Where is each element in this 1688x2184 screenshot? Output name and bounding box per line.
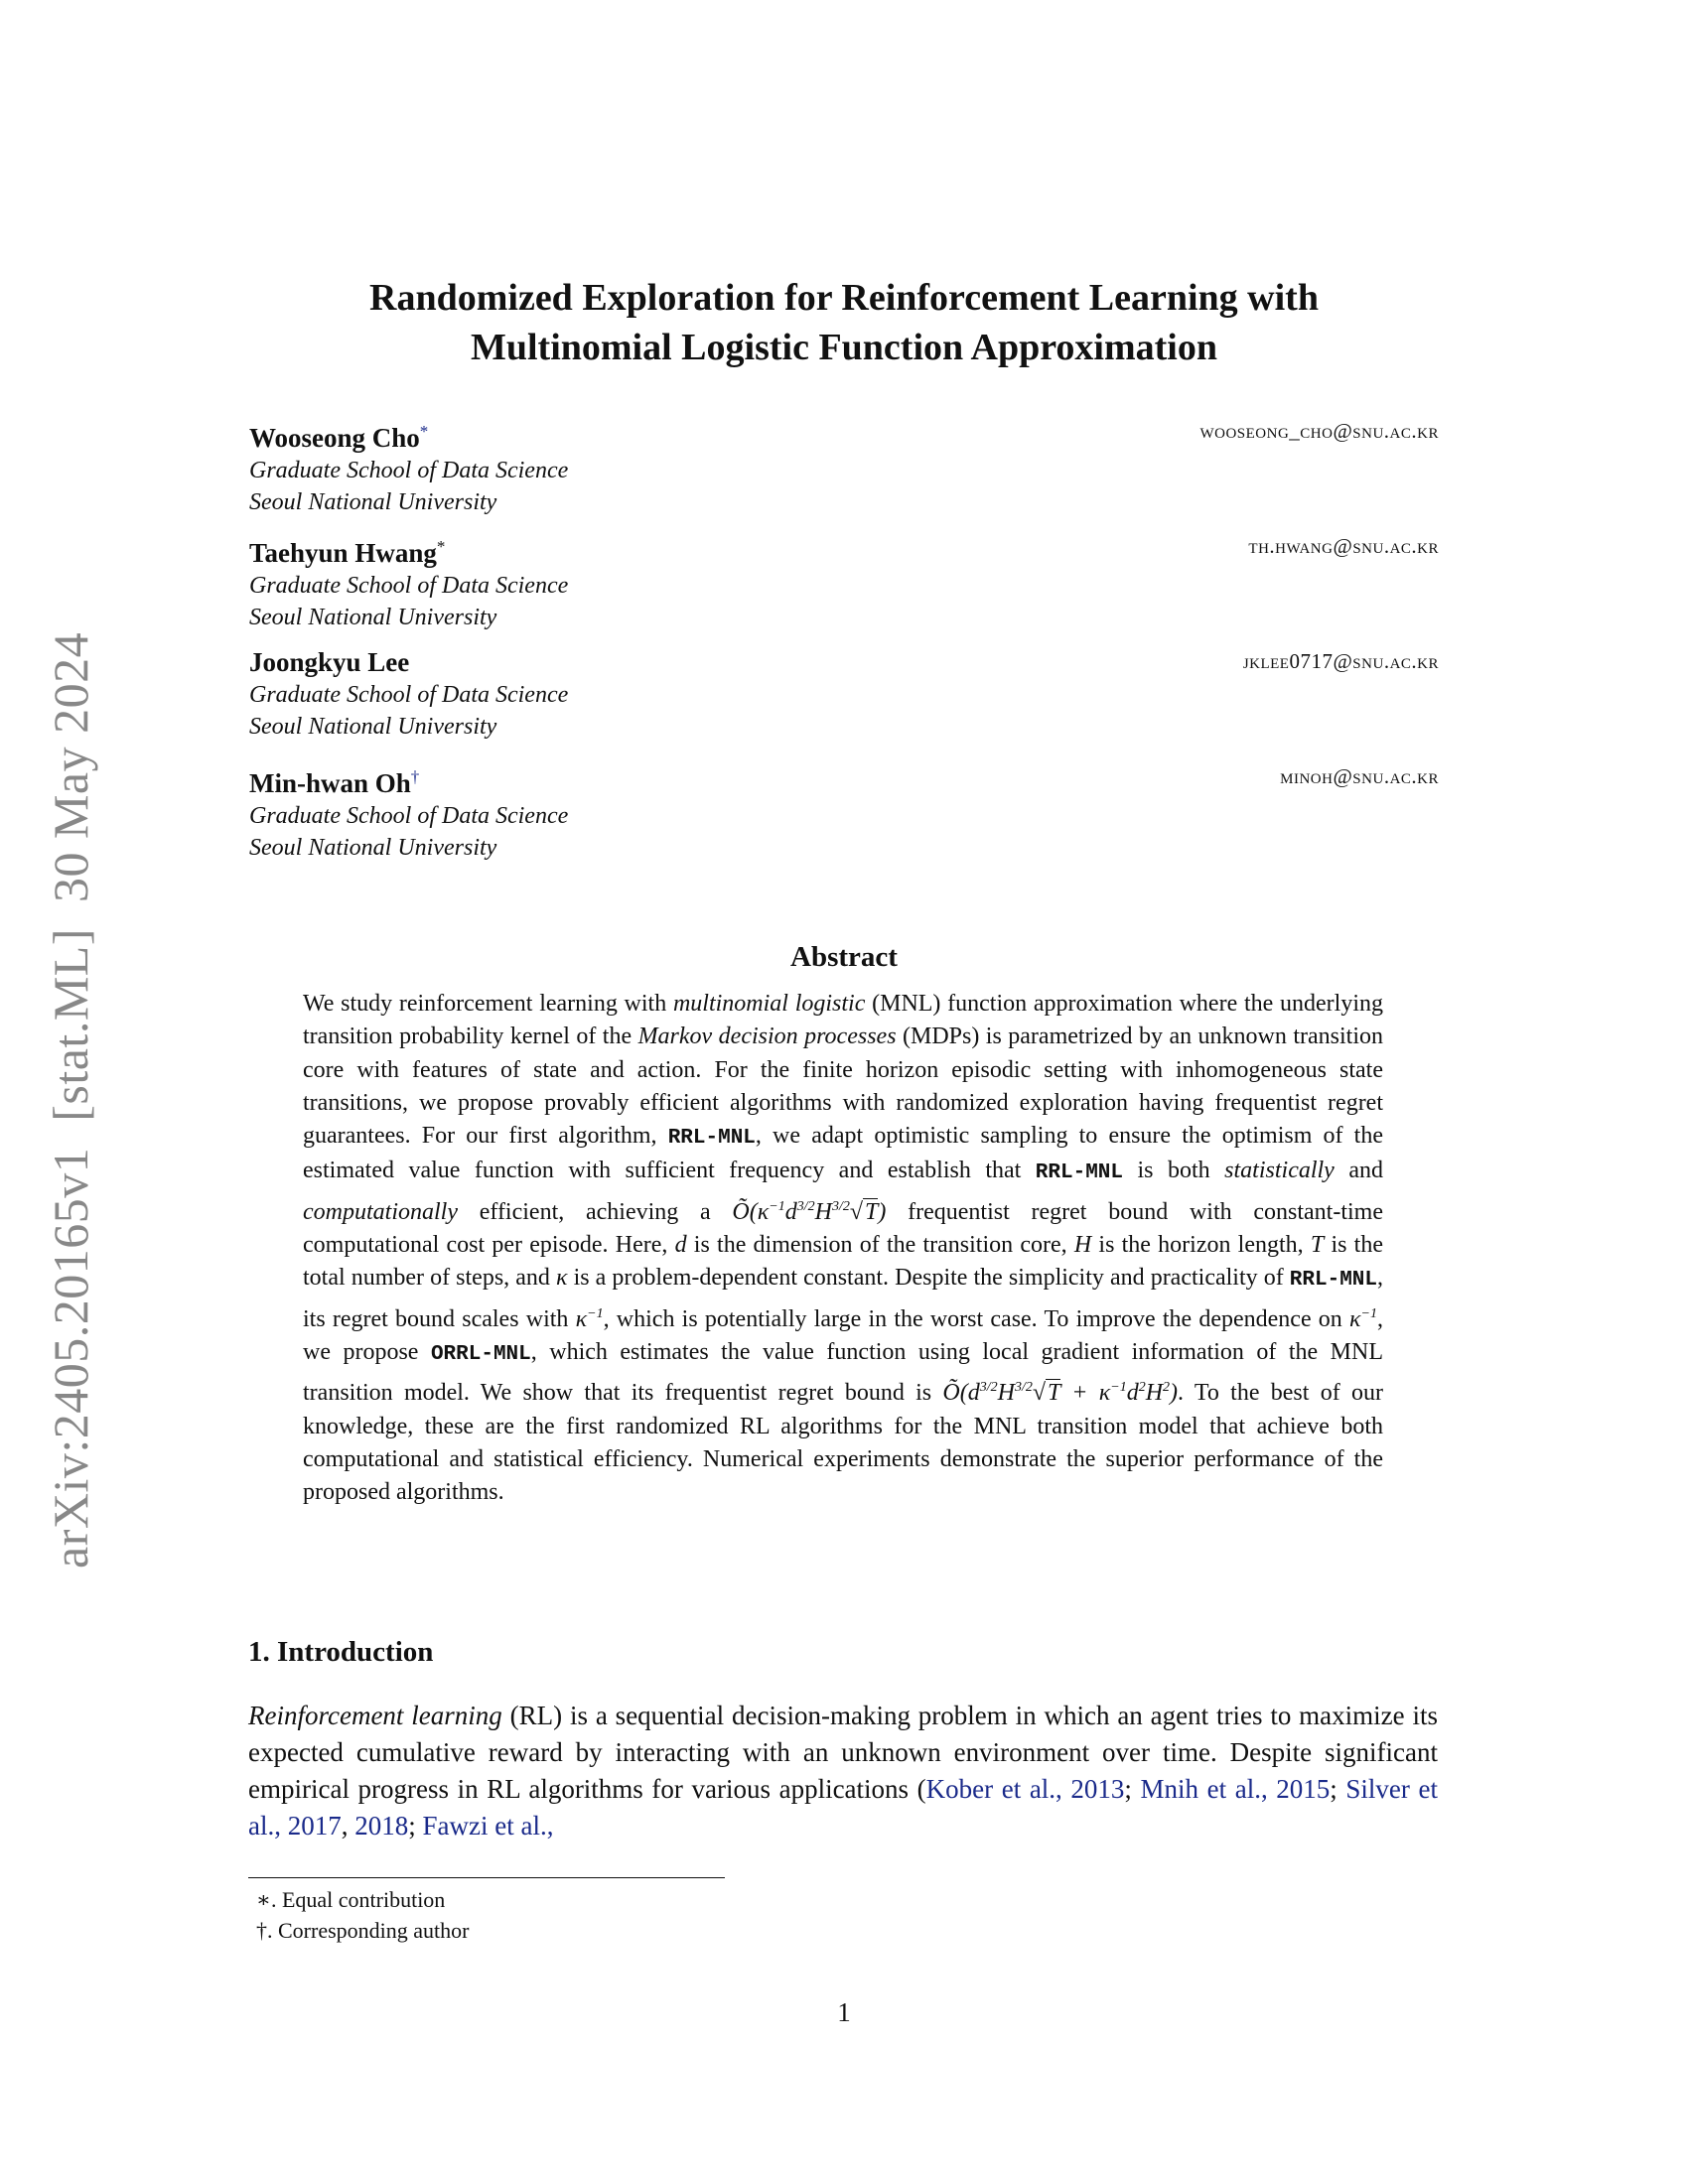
author-affiliation: Graduate School of Data Science bbox=[249, 803, 569, 829]
footnote-mark: ∗. bbox=[256, 1887, 277, 1912]
math-var: κ bbox=[555, 1265, 568, 1292]
author-name: Wooseong Cho bbox=[249, 423, 420, 453]
footnote-divider bbox=[248, 1877, 725, 1878]
footnote-mark: * bbox=[436, 537, 446, 556]
author-affiliation: Graduate School of Data Science bbox=[249, 458, 569, 483]
author-email[interactable]: jklee0717@snu.ac.kr bbox=[1242, 649, 1439, 673]
emphasis: Markov decision processes bbox=[637, 1024, 897, 1050]
algorithm-name: RRL-MNL bbox=[1035, 1161, 1124, 1185]
arxiv-date: 30 May 2024 bbox=[43, 631, 98, 903]
author-block bbox=[249, 530, 1439, 645]
emphasis: computationally bbox=[303, 1198, 458, 1225]
citation-link[interactable]: Mnih et al., 2015 bbox=[1140, 1774, 1331, 1804]
emphasis: multinomial logistic bbox=[672, 991, 866, 1017]
footnote-text: Equal contribution bbox=[281, 1887, 446, 1912]
author-institution: Seoul National University bbox=[249, 835, 497, 861]
author-affiliation: Graduate School of Data Science bbox=[249, 573, 569, 599]
math-var: $\kappa^{-1}$ bbox=[575, 1305, 604, 1332]
author-name: Taehyun Hwang bbox=[249, 538, 437, 568]
footnote-link[interactable]: * bbox=[419, 422, 429, 441]
emphasis: Reinforcement learning bbox=[248, 1701, 502, 1730]
algorithm-name: RRL-MNL bbox=[667, 1127, 756, 1151]
emphasis: statistically bbox=[1224, 1158, 1335, 1184]
author-name: Joongkyu Lee bbox=[249, 647, 410, 677]
author-institution: Seoul National University bbox=[249, 489, 497, 515]
citation-link[interactable]: Kober et al., 2013 bbox=[925, 1774, 1125, 1804]
author-name: Min-hwan Oh bbox=[249, 768, 411, 798]
author-block bbox=[249, 645, 1439, 760]
title-line-2: Multinomial Logistic Function Approximation bbox=[471, 327, 1217, 368]
author-institution: Seoul National University bbox=[249, 714, 497, 740]
page-number: 1 bbox=[837, 1997, 851, 2027]
footnote bbox=[256, 1884, 469, 1915]
arxiv-id: arXiv:2405.20165v1 bbox=[43, 1147, 98, 1569]
abstract-heading: Abstract bbox=[790, 941, 898, 973]
author-block bbox=[249, 760, 1439, 880]
paper-title bbox=[248, 273, 1440, 372]
regret-bound-formula: $Õ(d^{3/2}H^{3/2}√T + \kappa^{-1}d^2H^2)$ bbox=[942, 1380, 1179, 1407]
author-affiliation: Graduate School of Data Science bbox=[249, 682, 569, 708]
footnotes bbox=[256, 1884, 469, 1946]
math-var: $\kappa^{-1}$ bbox=[1349, 1305, 1377, 1332]
introduction-body: Reinforcement learning (RL) is a sequential decision-making problem in which an agent tries to maximize its expected cumulative reward by interacting with an unknown environment over time. Despite significant empirical progress in RL algorithms for various applications (Kober et al., 2013; Mnih et al., 2015; Silver et al., 2017, 2018; Fawzi et al., bbox=[248, 1701, 1438, 1841]
math-var: H bbox=[1073, 1232, 1092, 1259]
footnote-mark: †. bbox=[256, 1918, 273, 1943]
math-var: d bbox=[674, 1232, 687, 1259]
author-email[interactable]: minoh@snu.ac.kr bbox=[1280, 764, 1439, 788]
author-email[interactable]: wooseong_cho@snu.ac.kr bbox=[1199, 419, 1439, 443]
arxiv-category: [stat.ML] bbox=[43, 928, 98, 1122]
citation-link[interactable]: 2018 bbox=[354, 1811, 409, 1841]
author-block bbox=[249, 415, 1439, 530]
footnote bbox=[256, 1915, 469, 1946]
algorithm-name: ORRL-MNL bbox=[430, 1342, 531, 1366]
math-var: T bbox=[1310, 1232, 1325, 1259]
author-email[interactable]: th.hwang@snu.ac.kr bbox=[1248, 534, 1439, 558]
regret-bound-formula: $Õ(\kappa^{-1}d^{3/2}H^{3/2}√T)$ bbox=[732, 1198, 887, 1225]
algorithm-name: RRL-MNL bbox=[1289, 1269, 1377, 1293]
author-list bbox=[249, 415, 1439, 880]
footnote-link[interactable]: † bbox=[410, 767, 420, 786]
author-institution: Seoul National University bbox=[249, 605, 497, 630]
title-line-1: Randomized Exploration for Reinforcement Learning with bbox=[369, 277, 1319, 319]
section-heading-introduction: 1. Introduction bbox=[248, 1636, 434, 1668]
abstract-body: We study reinforcement learning with multinomial logistic (MNL) function approximation where the underlying transition probability kernel of the Markov decision processes (MDPs) is parametrized by an unknown transition core with features of state and action. For the finite horizon episodic setting with inhomogeneous state transitions, we propose provably efficient algorithms with randomized exploration having frequentist regret guarantees. For our first algorithm, RRL-MNL, we adapt optimistic sampling to ensure the optimism of the estimated value function with sufficient frequency and establish that RRL-MNL is both statistically and computationally efficient, achieving a $Õ(\kappa^{-1}d^{3/2}H^{3/2}√T)$ frequentist regret bound with constant-time computational cost per episode. Here, d is the dimension of the transition core, H is the horizon length, T is the total number of steps, and κ is a problem-dependent constant. Despite the simplicity and practicality of RRL-MNL, its regret bound scales with $\kappa^{-1}$, which is potentially large in the worst case. To improve the dependence on $\kappa^{-1}$, we propose ORRL-MNL, which estimates the value function using local gradient information of the MNL transition model. We show that its frequentist regret bound is $Õ(d^{3/2}H^{3/2}√T + \kappa^{-1}d^2H^2)$. To the best of our knowledge, these are the first randomized RL algorithms for the MNL transition model that achieve both computational and statistical efficiency. Numerical experiments demonstrate the superior performance of the proposed algorithms. bbox=[303, 991, 1384, 1506]
footnote-text: Corresponding author bbox=[278, 1918, 470, 1943]
arxiv-stamp bbox=[42, 607, 99, 1569]
citation-link[interactable]: Fawzi et al., bbox=[422, 1811, 554, 1841]
citation-link[interactable]: Silver et al., 2017 bbox=[248, 1774, 1438, 1841]
